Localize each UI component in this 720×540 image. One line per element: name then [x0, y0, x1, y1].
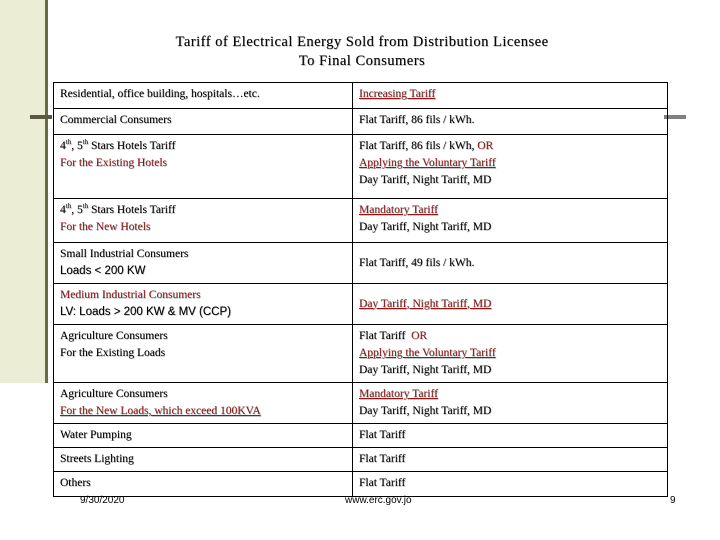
consumer-sublabel: For the New Loads, which exceed 100KVA	[60, 405, 261, 417]
tariff-label: Increasing Tariff	[359, 88, 436, 100]
left-rule-mark	[30, 115, 52, 119]
consumer-label: Medium Industrial Consumers	[60, 289, 201, 301]
voluntary-tariff-label: Applying the Voluntary Tariff	[359, 157, 496, 169]
tariff-label: Flat Tariff, 49 fils / kWh.	[359, 256, 475, 269]
consumer-sublabel: LV: Loads > 200 KW & MV (CCP)	[60, 306, 231, 318]
table-row	[54, 109, 668, 135]
tariff-cell	[353, 472, 668, 497]
tariff-detail: Day Tariff, Night Tariff, MD	[359, 221, 492, 233]
tariff-label: Flat Tariff, 86 fils / kWh.	[359, 114, 475, 126]
consumer-cell	[54, 383, 353, 424]
table-row	[54, 424, 668, 448]
consumer-label: Small Industrial Consumers	[60, 248, 189, 260]
tariff-cell	[353, 448, 668, 472]
tariff-label: Flat Tariff	[359, 453, 406, 465]
or-label: OR	[477, 140, 494, 152]
tariff-label: Flat Tariff	[359, 330, 406, 342]
tariff-detail: Day Tariff, Night Tariff, MD	[359, 174, 492, 186]
consumer-cell	[54, 199, 353, 243]
consumer-label: 4th, 5th Stars Hotels Tariff	[60, 138, 176, 152]
tariff-label: Flat Tariff	[359, 429, 406, 441]
tariff-cell	[353, 199, 668, 243]
tariff-label: Day Tariff, Night Tariff, MD	[359, 297, 492, 310]
tariff-detail: Day Tariff, Night Tariff, MD	[359, 405, 492, 417]
tariff-cell	[353, 284, 668, 325]
table-row	[54, 472, 668, 497]
or-label: OR	[411, 330, 428, 342]
table-row	[54, 383, 668, 424]
consumer-label: Streets Lighting	[60, 453, 134, 465]
consumer-cell	[54, 284, 353, 325]
mandatory-tariff-label: Mandatory Tariff	[359, 388, 438, 400]
consumer-label: Residential, office building, hospitals…etc.	[60, 88, 260, 100]
title-line-2: To Final Consumers	[298, 53, 426, 69]
tariff-cell	[353, 383, 668, 424]
footer-date: 9/30/2020	[80, 495, 125, 506]
tariff-label: Flat Tariff, 86 fils / kWh,	[359, 140, 475, 152]
consumer-sublabel: Loads < 200 KW	[60, 265, 146, 277]
slide-title	[0, 33, 720, 71]
consumer-sublabel: For the Existing Loads	[60, 347, 166, 359]
footer-url: www.erc.gov.jo	[345, 495, 412, 506]
consumer-label: 4th, 5th Stars Hotels Tariff	[60, 202, 176, 216]
tariff-cell	[353, 424, 668, 448]
consumer-cell	[54, 243, 353, 284]
consumer-label: Agriculture Consumers	[60, 330, 168, 342]
voluntary-tariff-label: Applying the Voluntary Tariff	[359, 347, 496, 359]
consumer-sublabel: For the Existing Hotels	[60, 157, 168, 169]
tariff-cell	[353, 243, 668, 284]
consumer-cell	[54, 448, 353, 472]
tariff-cell	[353, 83, 668, 109]
consumer-cell	[54, 135, 353, 199]
table-row	[54, 284, 668, 325]
table-row	[54, 199, 668, 243]
tariff-cell	[353, 135, 668, 199]
consumer-label: Others	[60, 477, 91, 489]
consumer-cell	[54, 472, 353, 497]
consumer-sublabel: For the New Hotels	[60, 221, 151, 233]
table-row	[54, 83, 668, 109]
consumer-cell	[54, 325, 353, 383]
tariff-cell	[353, 325, 668, 383]
consumer-label: Water Pumping	[60, 429, 132, 441]
consumer-cell	[54, 109, 353, 135]
table-row	[54, 243, 668, 284]
table-row	[54, 325, 668, 383]
tariff-label: Flat Tariff	[359, 477, 406, 489]
mandatory-tariff-label: Mandatory Tariff	[359, 204, 438, 216]
tariff-detail: Day Tariff, Night Tariff, MD	[359, 364, 492, 376]
footer-page-number: 9	[670, 495, 676, 506]
consumer-cell	[54, 424, 353, 448]
table-row	[54, 135, 668, 199]
tariff-table	[53, 82, 668, 497]
consumer-cell	[54, 83, 353, 109]
title-line-1: Tariff of Electrical Energy Sold from Distribution Licensee	[175, 34, 549, 50]
consumer-label: Commercial Consumers	[60, 114, 172, 126]
tariff-cell	[353, 109, 668, 135]
table-row	[54, 448, 668, 472]
consumer-label: Agriculture Consumers	[60, 388, 168, 400]
